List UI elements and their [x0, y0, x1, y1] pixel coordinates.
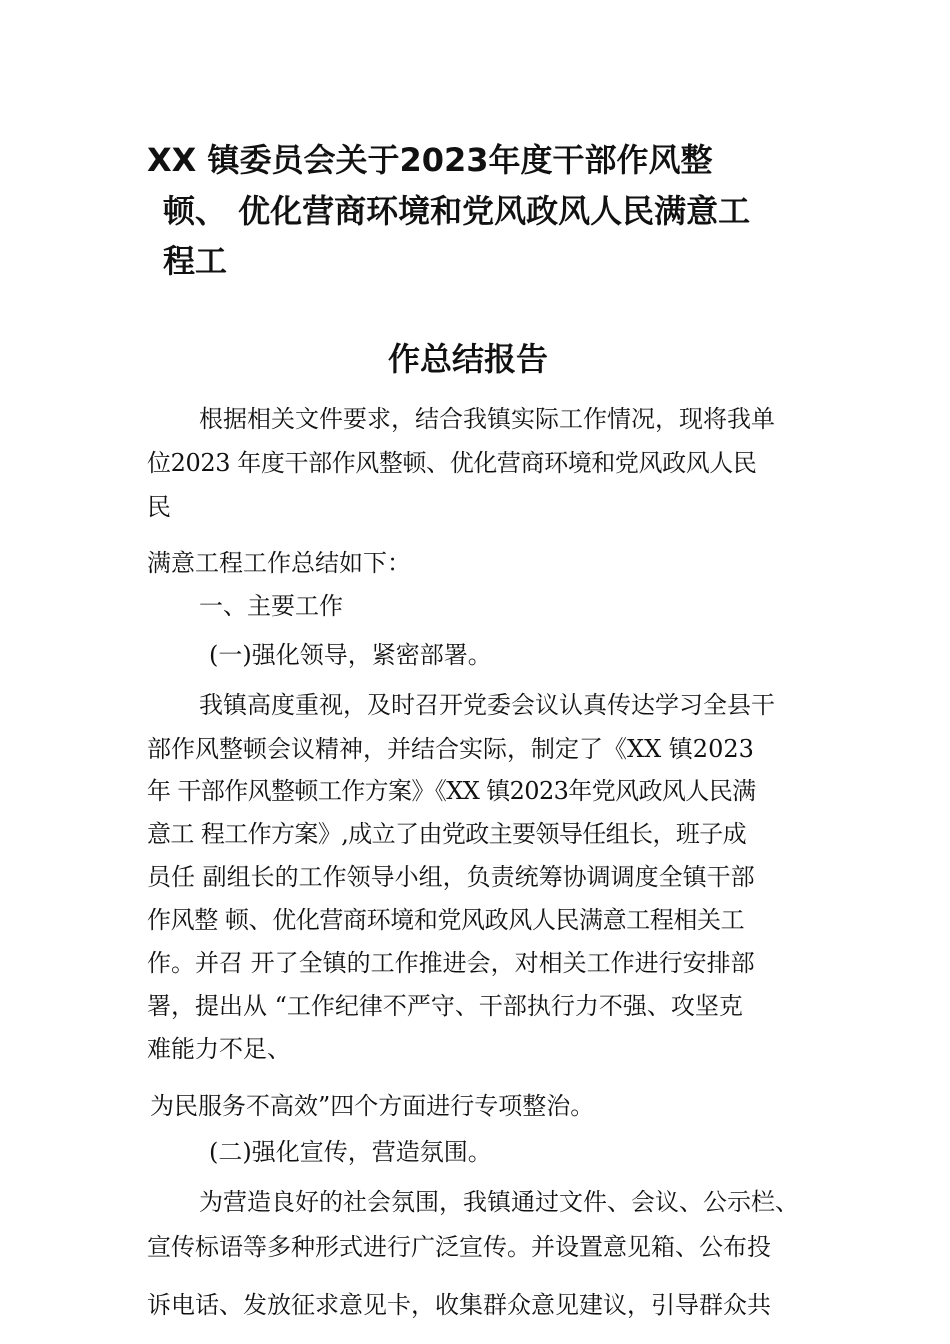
title-line-1: XX 镇委员会关于2023年度干部作风整 — [147, 141, 713, 179]
title-line-3: 程工 — [163, 242, 228, 280]
subsection-heading: (二)强化宣传，营造氛围。 — [209, 1138, 492, 1166]
body-line: 部作风整顿会议精神，并结合实际，制定了《XX 镇2023 — [147, 735, 754, 763]
body-line: 作风整 顿、优化营商环境和党风政风人民满意工程相关工 — [147, 906, 745, 934]
body-line: 我镇高度重视，及时召开党委会议认真传达学习全县干 — [199, 691, 775, 719]
body-line: 年 干部作风整顿工作方案》《XX 镇2023年党风政风人民满 — [147, 777, 756, 805]
body-line: 署，提出从 “工作纪律不严守、干部执行力不强、攻坚克 — [147, 992, 743, 1020]
body-line: 诉电话、发放征求意见卡，收集群众意见建议，引导群众共 — [147, 1291, 771, 1319]
body-line: 满意工程工作总结如下： — [147, 549, 411, 577]
body-line: 民 — [147, 493, 171, 521]
body-line: 根据相关文件要求，结合我镇实际工作情况，现将我单 — [199, 405, 775, 433]
body-line: 意工 程工作方案》,成立了由党政主要领导任组长，班子成 — [147, 820, 747, 848]
body-line: 作。并召 开了全镇的工作推进会，对相关工作进行安排部 — [147, 949, 755, 977]
body-line: 为营造良好的社会氛围，我镇通过文件、会议、公示栏、 — [199, 1188, 799, 1216]
body-line: 员任 副组长的工作领导小组，负责统筹协调调度全镇干部 — [147, 863, 755, 891]
subsection-heading: (一)强化领导，紧密部署。 — [209, 641, 492, 669]
title-line-2: 顿、 优化营商环境和党风政风人民满意工 — [163, 192, 751, 230]
body-line: 难能力不足、 — [147, 1035, 291, 1063]
body-line: 位2023 年度干部作风整顿、优化营商环境和党风政风人民 — [147, 449, 757, 477]
title-line-4: 作总结报告 — [388, 340, 549, 378]
body-line: 宣传标语等多种形式进行广泛宣传。并设置意见箱、公布投 — [147, 1233, 771, 1261]
section-heading: 一、主要工作 — [199, 592, 343, 620]
body-line: 为民服务不高效”四个方面进行专项整治。 — [150, 1092, 595, 1120]
